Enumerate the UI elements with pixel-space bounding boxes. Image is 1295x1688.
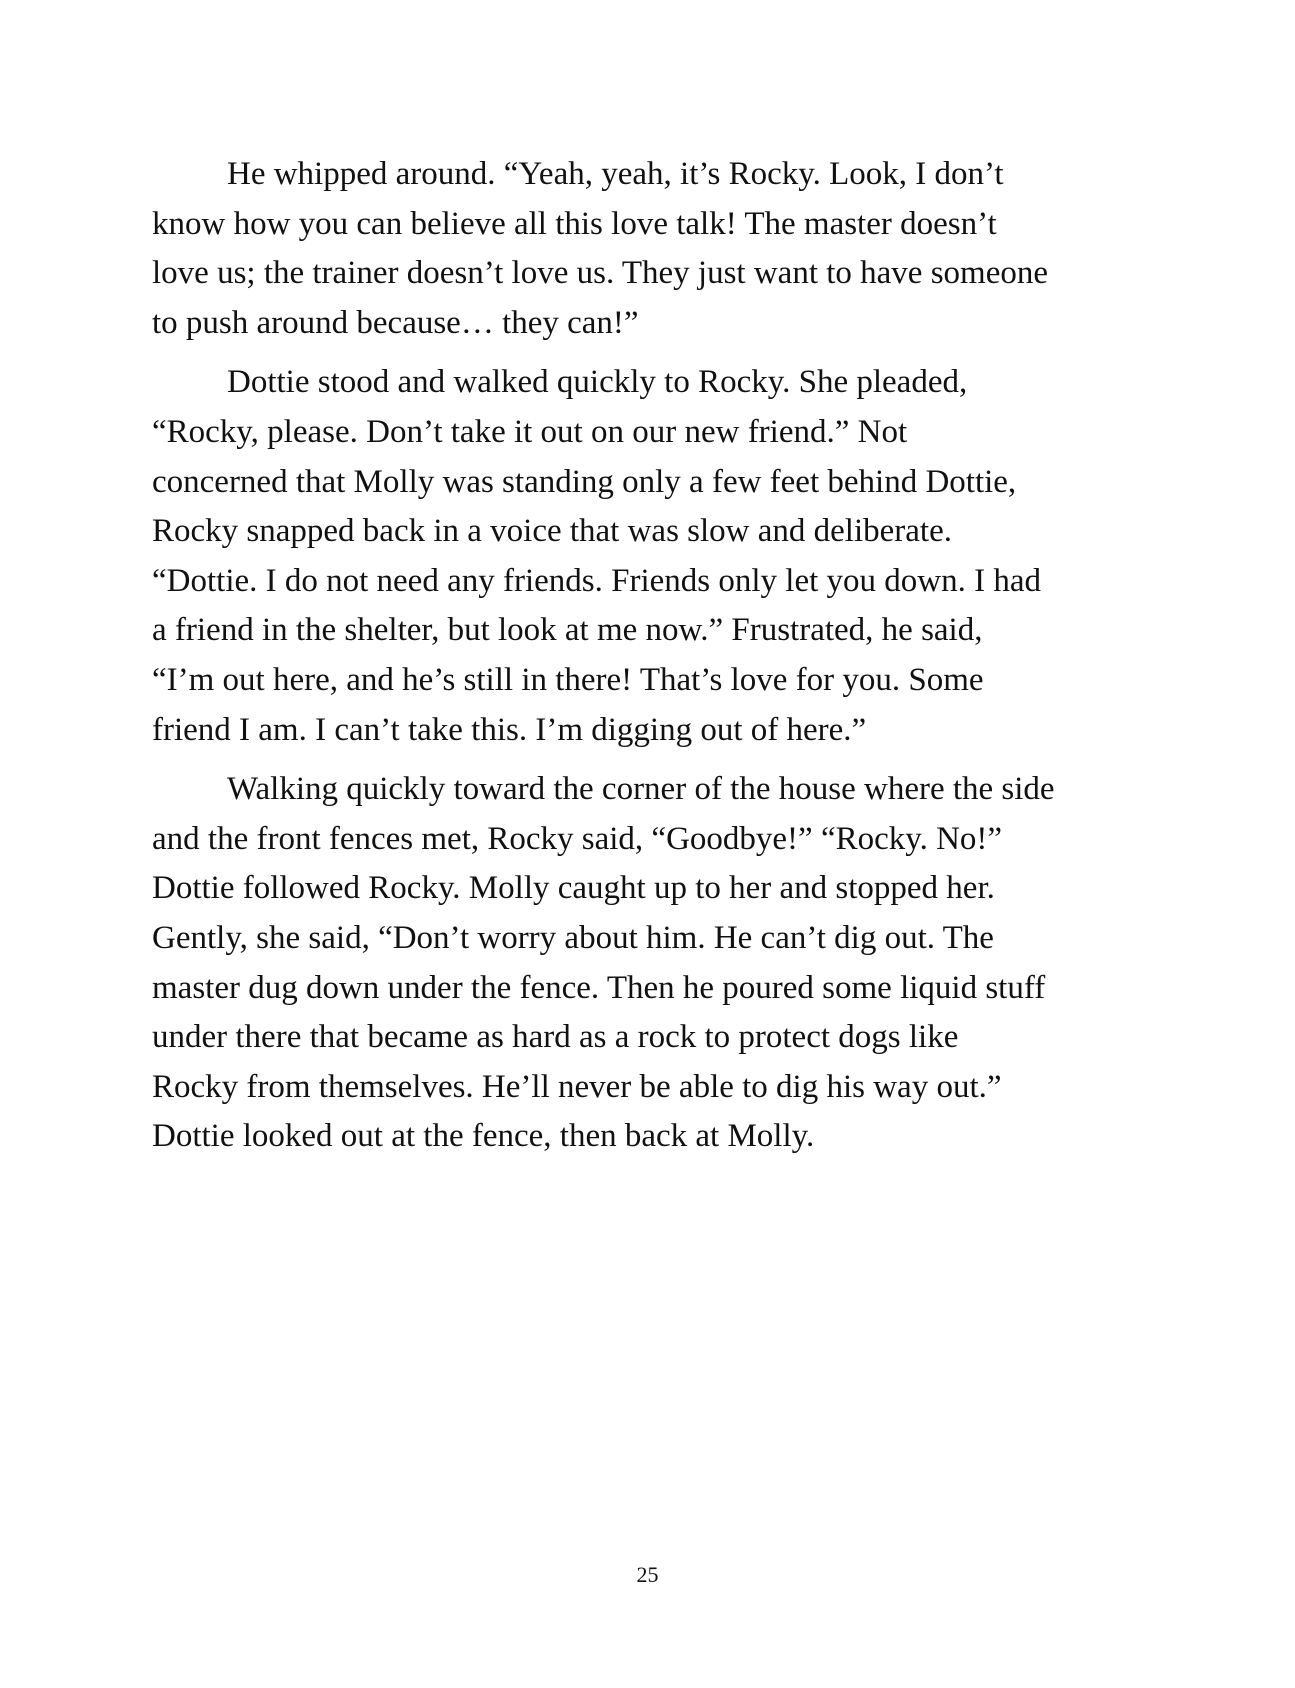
paragraph-line: love us; the trainer doesn’t love us. They just want to have someone [152, 255, 1049, 292]
paragraph-1 [152, 150, 1152, 348]
paragraph-line: “I’m out here, and he’s still in there! That’s love for you. Some [152, 661, 984, 698]
paragraph-line: Gently, she said, “Don’t worry about him. He can’t dig out. The [152, 919, 994, 956]
paragraph-line: Rocky from themselves. He’ll never be able to dig his way out.” [152, 1068, 1002, 1105]
paragraph-2 [152, 358, 1152, 755]
paragraph-line: and the front fences met, Rocky said, “Goodbye!” “Rocky. No!” [152, 820, 1003, 857]
paragraph-line: Walking quickly toward the corner of the house where the side [227, 771, 1055, 808]
paragraph-line: know how you can believe all this love talk! The master doesn’t [152, 205, 997, 242]
paragraph-line: “Dottie. I do not need any friends. Friends only let you down. I had [152, 562, 1041, 599]
paragraph-line: friend I am. I can’t take this. I’m digging out of here.” [152, 711, 867, 748]
paragraph-line: under there that became as hard as a rock to protect dogs like [152, 1019, 959, 1056]
paragraph-line: Dottie stood and walked quickly to Rocky. She pleaded, [227, 364, 968, 401]
paragraph-line: “Rocky, please. Don’t take it out on our new friend.” Not [152, 413, 908, 450]
paragraph-line: Rocky snapped back in a voice that was slow and deliberate. [152, 513, 952, 550]
paragraph-3 [152, 765, 1152, 1162]
paragraph-line: He whipped around. “Yeah, yeah, it’s Rocky. Look, I don’t [227, 156, 1004, 192]
paragraph-line: Dottie followed Rocky. Molly caught up to her and stopped her. [152, 870, 995, 907]
paragraph-line: a friend in the shelter, but look at me now.” Frustrated, he said, [152, 612, 983, 649]
paragraph-line: Dottie looked out at the fence, then back at Molly. [152, 1118, 815, 1155]
paragraph-line: concerned that Molly was standing only a few feet behind Dottie, [152, 463, 1017, 500]
page-number: 25 [636, 1562, 659, 1587]
paragraph-spacer [152, 348, 1152, 358]
paragraph-line: master dug down under the fence. Then he poured some liquid stuff [152, 969, 1046, 1006]
paragraph-spacer [152, 755, 1152, 765]
body-text [152, 150, 1152, 1162]
paragraph-line: to push around because… they can!” [152, 304, 639, 341]
